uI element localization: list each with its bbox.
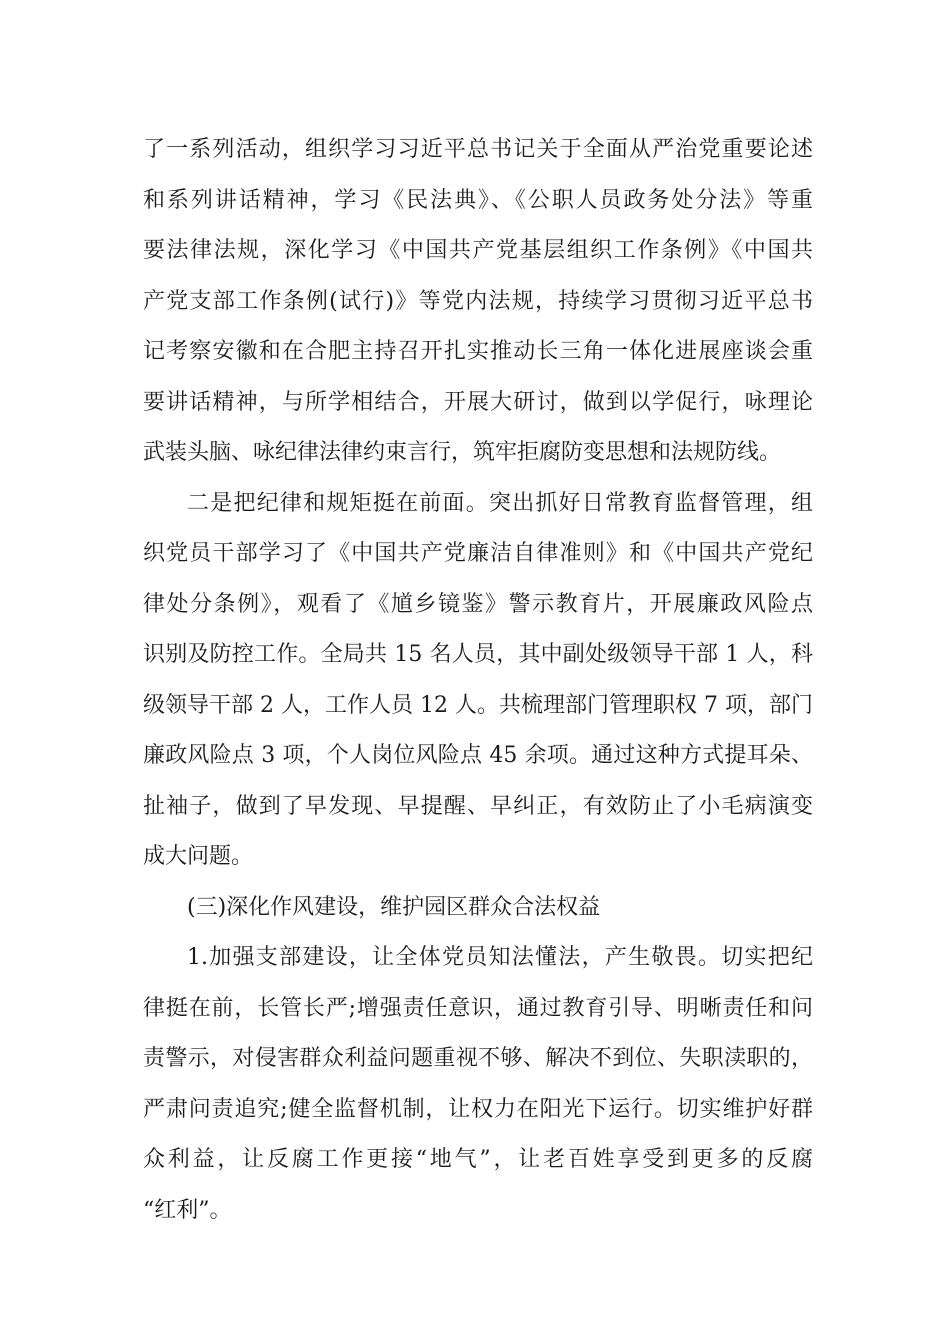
text-line: 律处分条例》，观看了《馗乡镜鉴》警示教育片，开展廉政风险点 [143,591,813,617]
section-heading: (三)深化作风建设，维护园区群众合法权益 [187,894,601,920]
paragraph-start-line: 二是把纪律和规矩挺在前面。突出抓好日常教育监督管理，组 [187,490,813,516]
text-line: 扯袖子，做到了早发现、早提醒、早纠正，有效防止了小毛病演变 [143,793,813,819]
text-line: 了一系列活动，组织学习习近平总书记关于全面从严治党重要论述 [143,137,813,162]
text-line: 识别及防控工作。全局共 15 名人员，其中副处级领导干部 1 人，科 [143,642,813,667]
text-line: 严肃问责追究;健全监督机制，让权力在阳光下运行。切实维护好群 [143,1096,813,1122]
paragraph-start-line: 1.加强支部建设，让全体党员知法懂法，产生敬畏。切实把纪 [187,945,813,970]
text-line: 要讲话精神，与所学相结合，开展大研讨，做到以学促行，咏理论 [143,389,813,415]
text-line: 和系列讲话精神，学习《民法典》、《公职人员政务处分法》等重 [143,187,813,213]
text-line: 织党员干部学习了《中国共产党廉洁自律准则》和《中国共产党纪 [143,541,813,566]
body-text [143,125,813,1236]
text-line: 众利益，让反腐工作更接“地气”，让老百姓享受到更多的反腐 [143,1147,813,1172]
text-line: 廉政风险点 3 项，个人岗位风险点 45 余项。通过这种方式提耳朵、 [143,743,813,768]
text-line: 成大问题。 [143,844,254,869]
text-line: 武装头脑、咏纪律法律约束言行，筑牢拒腐防变思想和法规防线。 [143,440,782,465]
text-line: 级领导干部 2 人，工作人员 12 人。共梳理部门管理职权 7 项，部门 [143,692,813,718]
text-line: 记考察安徽和在合肥主持召开扎实推动长三角一体化进展座谈会重 [143,339,813,364]
text-line: 律挺在前，长管长严;增强责任意识，通过教育引导、明晰责任和问 [143,995,813,1021]
text-line: 责警示，对侵害群众利益问题重视不够、解决不到位、失职渎职的， [143,1046,813,1071]
text-line: 要法律法规，深化学习《中国共产党基层组织工作条例》《中国共 [143,238,813,263]
text-line: “红利”。 [143,1197,232,1223]
text-line: 产党支部工作条例(试行)》等党内法规，持续学习贯彻习近平总书 [143,288,813,314]
